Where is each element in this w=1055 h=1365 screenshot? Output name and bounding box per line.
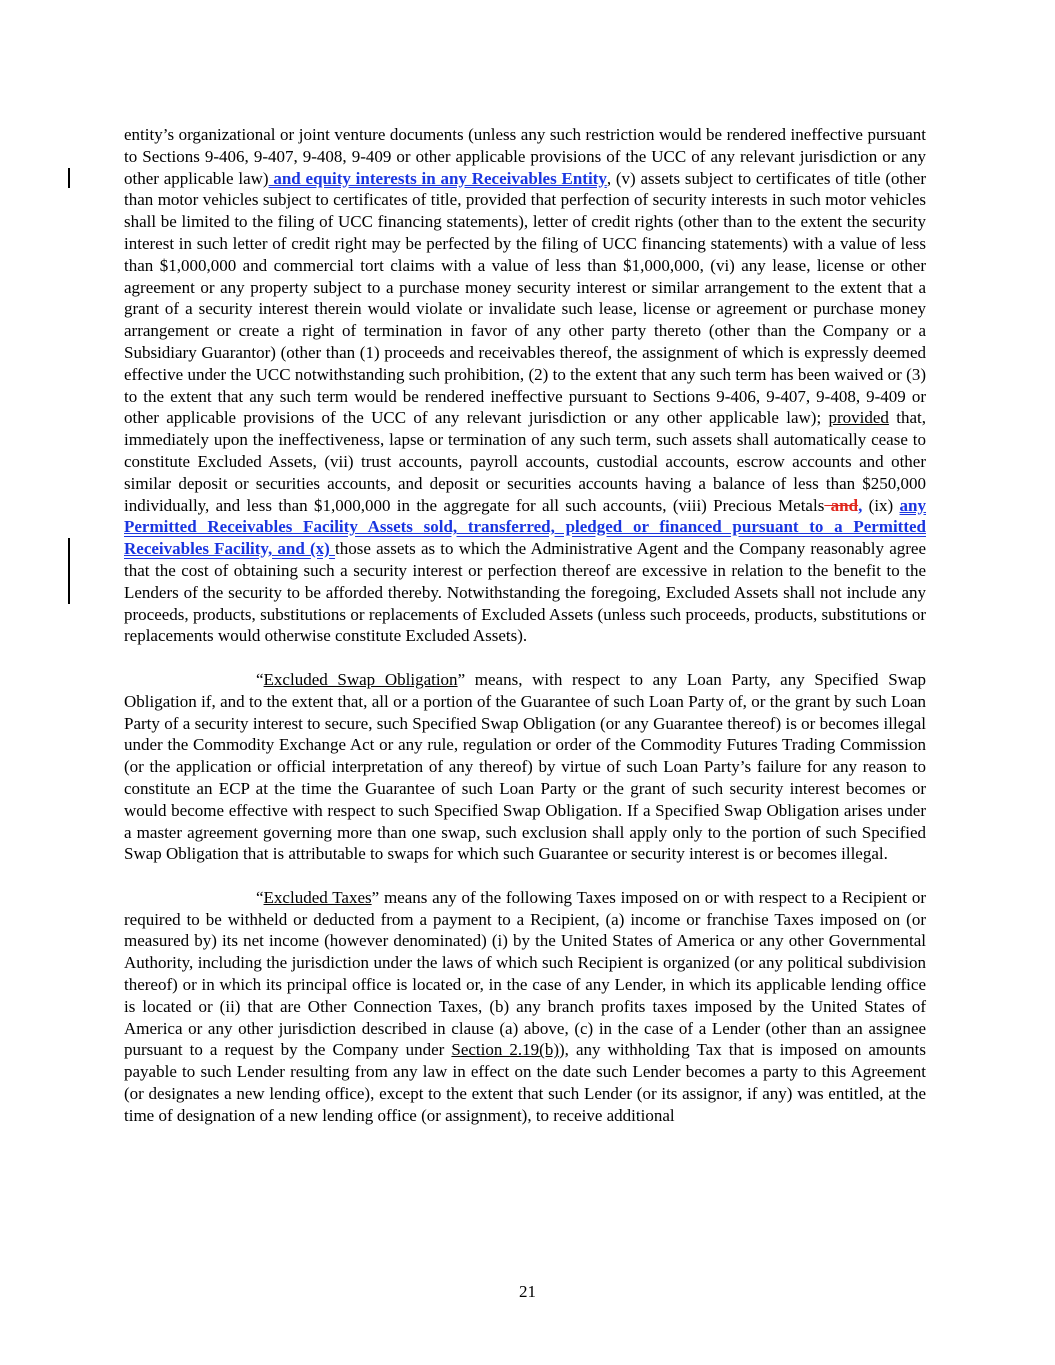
paragraph-excluded-swap-obligation	[124, 669, 926, 865]
text-run: (ix)	[862, 495, 900, 515]
defined-term: Excluded Swap Obligation	[263, 669, 458, 689]
definition-text: ” means, with respect to any Loan Party, any Specified Swap Obligation if, and to the extent that, all or a portion of the Guarantee of such Loan Party of, or the grant by such Loan Party of a security interest to secure, such Specified Swap Obligation (or any Guarantee thereof) is or becomes illegal under the Commodity Exchange Act or any rule, regulation or order of the Commodity Futures Trading Commission (or the application or official interpretation of any thereof) by virtue of such Loan Party’s failure for any reason to constitute an ECP at the time the Guarantee of such Loan Party or the grant of such security interest becomes or would become effective with respect to such Specified Swap Obligation. If a Specified Swap Obligation arises under a master agreement governing more than one swap, such exclusion shall apply only to the portion of such Specified Swap Obligation that is attributable to swaps for which such Guarantee or security interest is or becomes illegal.	[124, 669, 926, 864]
page-number: 21	[519, 1282, 536, 1301]
open-quote: “	[256, 887, 264, 907]
definition-text: ” means any of the following Taxes imposed on or with respect to a Recipient or required to be withheld or deducted from a payment to a Recipient, (a) income or franchise Taxes imposed on (or measured by) its net income (however denominated) (i) by the United States of America or any other Governmental Authority, including the jurisdiction under the laws of which such Recipient is organized (or any political subdivision thereof) or in which its principal office is located or, in the case of any Lender, in which its applicable lending office is located or (ii) that are Other Connection Taxes, (b) any branch profits taxes imposed by the United States of America or any other jurisdiction described in clause (a) above, (c) in the case of a Lender (other than an assignee pursuant to a request by the Company under	[124, 887, 927, 1060]
document-body	[124, 124, 926, 1127]
text-run: those assets as to which the Administrative Agent and the Company reasonably agree that the cost of obtaining such a security interest or perfection thereof are excessive in relation to the benefit to the Lenders of the security to be afforded thereby. Notwithstanding the foregoing, Excluded Assets shall not include any proceeds, products, substitutions or replacements of Excluded Assets (unless such proceeds, products, substitutions or replacements would otherwise constitute Excluded Assets).	[124, 539, 926, 646]
paragraph-excluded-assets-continued	[124, 124, 926, 647]
text-run: entity’s organizational or joint venture documents (unless any such restriction would be rendered ineffective pursuant to Sections 9-406, 9-407, 9-408, 9-409 or other applicable provisions of the UCC of any relevant jurisdiction or any other applicable law)	[124, 125, 926, 188]
deleted-text: and	[824, 495, 859, 515]
open-quote: “	[256, 669, 264, 689]
inserted-text: ,	[858, 495, 863, 515]
inserted-text: any Permitted Receivables Facility Assets sold, transferred, pledged or financed pursuant to a Permitted Receivables Facility, and (x)	[124, 495, 927, 559]
text-run: , (v) assets subject to certificates of title (other than motor vehicles subject to certificates of title, provided that perfection of security interests in such motor vehicles shall be limited to the filing of UCC financing statements), letter of credit rights (other than to the extent the security interest in such letter of credit right may be perfected by the filing of UCC financing statements) with a value of less than $1,000,000 and commercial tort claims with a value of less than $1,000,000, (vi) any lease, license or other agreement or any property subject to a purchase money security interest or similar arrangement to the extent that a grant of a security interest therein would violate or invalidate such lease, license or agreement or purchase money arrangement or create a right of termination in favor of any other party thereto (other than the Company or a Subsidiary Guarantor) (other than (1) proceeds and receivables thereof, the assignment of which is expressly deemed effective under the UCC notwithstanding such prohibition, (2) to the extent that any such term has been waived or (3) to the extent that any such term would be rendered ineffective pursuant to Sections 9-406, 9-407, 9-408, 9-409 or other applicable provisions of the UCC of any relevant jurisdiction or any other applicable law);	[124, 168, 926, 428]
definition-text: ), any withholding Tax that is imposed on amounts payable to such Lender resulting from any law in effect on the date such Lender becomes a party to this Agreement (or designates a new lending office), except to the extent that such Lender (or its assignor, if any) was entitled, at the time of designation of a new lending office (or assignment), to receive additional	[124, 1040, 926, 1125]
section-reference: Section 2.19(b)	[451, 1040, 559, 1060]
paragraph-excluded-taxes	[124, 887, 926, 1127]
text-run: that, immediately upon the ineffectiveness, lapse or termination of any such term, such assets shall automatically cease to constitute Excluded Assets, (vii) trust accounts, payroll accounts, custodial accounts, escrow accounts and other similar deposit or securities accounts, and deposit or securities accounts having a balance of less than $250,000 individually, and less than $1,000,000 in the aggregate for all such accounts, (viii) Precious Metals	[124, 408, 926, 515]
change-bar	[68, 168, 70, 188]
defined-term: Excluded Taxes	[263, 887, 372, 907]
change-bar	[68, 538, 70, 604]
inserted-text: and equity interests in any Receivables Entity	[268, 168, 607, 188]
provided-term: provided	[828, 408, 889, 428]
